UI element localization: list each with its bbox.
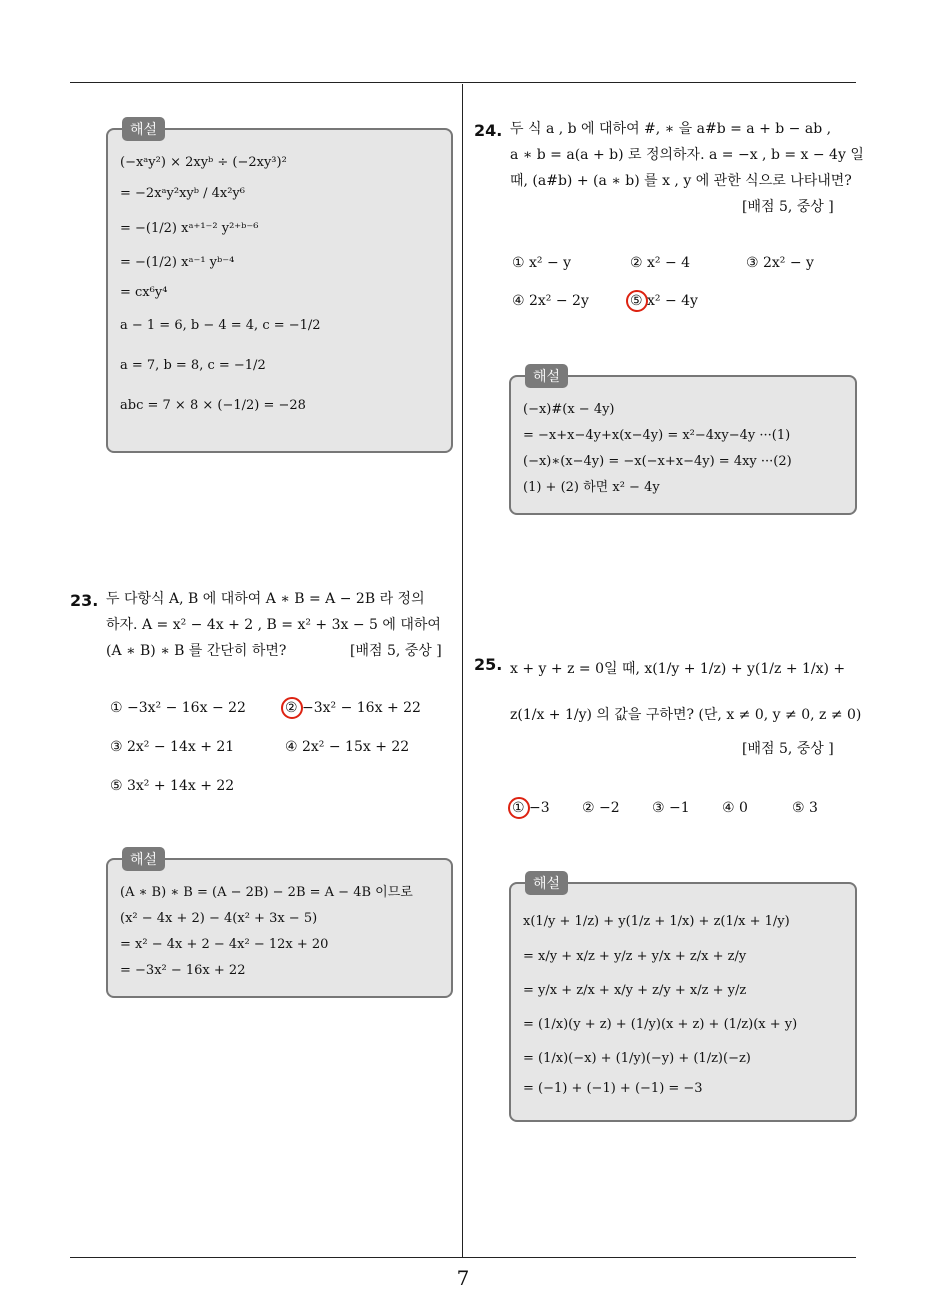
- solution-line: = −(1/2) xᵃ⁺¹⁻² y²⁺ᵇ⁻⁶: [120, 221, 259, 236]
- question-text-line: 때, (a#b) + (a ∗ b) 를 x , y 에 관한 식으로 나타내면?: [510, 173, 852, 189]
- question-number: 23.: [70, 591, 99, 610]
- solution-box-24: [509, 369, 857, 515]
- solution-line: (1) + (2) 하면 x² − 4y: [523, 480, 660, 495]
- choice-1[interactable]: ① −3: [512, 800, 550, 816]
- solution-line: (−xᵃy²) × 2xyᵇ ÷ (−2xy³)²: [120, 155, 287, 170]
- choice-5[interactable]: ⑤ 3x² + 14x + 22: [110, 778, 235, 794]
- solution-line: = (−1) + (−1) + (−1) = −3: [523, 1081, 703, 1096]
- solution-line: = (1/x)(y + z) + (1/y)(x + z) + (1/z)(x + y): [523, 1017, 798, 1032]
- solution-box-25: [509, 876, 857, 1122]
- choice-2[interactable]: ② −3x² − 16x + 22: [285, 700, 421, 716]
- bottom-rule: [70, 1257, 856, 1258]
- solution-line: (A ∗ B) ∗ B = (A − 2B) − 2B = A − 4B 이므로: [120, 885, 413, 900]
- solution-line: = −x+x−4y+x(x−4y) = x²−4xy−4y ···(1): [523, 428, 791, 443]
- choice-4[interactable]: ④ 2x² − 15x + 22: [285, 739, 410, 755]
- solution-tag: 해설: [525, 364, 568, 388]
- solution-24-text: [523, 397, 843, 501]
- solution-line: abc = 7 × 8 × (−1/2) = −28: [120, 398, 306, 413]
- solution-line: = x/y + x/z + y/z + y/x + z/x + z/y: [523, 949, 747, 964]
- question-points: [배점 5, 중상 ]: [350, 643, 442, 659]
- solution-box-22: [106, 122, 453, 453]
- solution-23-text: [120, 880, 439, 984]
- solution-line: a − 1 = 6, b − 4 = 4, c = −1/2: [120, 318, 321, 333]
- page-number: 7: [456, 1266, 470, 1290]
- question-text-line: (A ∗ B) ∗ B 를 간단히 하면?: [106, 643, 287, 659]
- choice-3[interactable]: ③ −1: [652, 800, 690, 816]
- question-25: [474, 654, 862, 764]
- question-text-line: 두 다항식 A, B 에 대하여 A ∗ B = A − 2B 라 정의: [106, 591, 425, 607]
- solution-line: = −2xᵃy²xyᵇ / 4x²y⁶: [120, 186, 245, 201]
- choice-5[interactable]: ⑤ x² − 4y: [630, 293, 698, 309]
- solution-line: = −3x² − 16x + 22: [120, 963, 246, 978]
- choice-5[interactable]: ⑤ 3: [792, 800, 818, 816]
- solution-line: (x² − 4x + 2) − 4(x² + 3x − 5): [120, 911, 318, 926]
- choice-2[interactable]: ② x² − 4: [630, 255, 691, 271]
- choice-1[interactable]: ① −3x² − 16x − 22: [110, 700, 246, 716]
- solution-line: (−x)#(x − 4y): [523, 402, 615, 417]
- question-points: [배점 5, 중상 ]: [742, 741, 834, 757]
- top-rule: [70, 82, 856, 83]
- question-23: [70, 586, 456, 666]
- question-24: [474, 116, 864, 226]
- solution-line: a = 7, b = 8, c = −1/2: [120, 358, 266, 373]
- solution-box-23: [106, 852, 453, 998]
- solution-tag: 해설: [122, 117, 165, 141]
- choice-4[interactable]: ④ 2x² − 2y: [512, 293, 589, 309]
- column-divider: [462, 84, 463, 1258]
- solution-line: = −(1/2) xᵃ⁻¹ yᵇ⁻⁴: [120, 255, 235, 270]
- choice-3[interactable]: ③ 2x² − y: [746, 255, 814, 271]
- solution-22-text: [120, 150, 439, 426]
- question-text-line: a ∗ b = a(a + b) 로 정의하자. a = −x , b = x − 4y 일: [510, 147, 864, 163]
- solution-tag: 해설: [525, 871, 568, 895]
- solution-line: x(1/y + 1/z) + y(1/z + 1/x) + z(1/x + 1/y): [523, 914, 790, 929]
- solution-line: = (1/x)(−x) + (1/y)(−y) + (1/z)(−z): [523, 1051, 751, 1066]
- question-points: [배점 5, 중상 ]: [742, 199, 834, 215]
- solution-line: = y/x + z/x + x/y + z/y + x/z + y/z: [523, 983, 747, 998]
- solution-25-text: [523, 904, 843, 1102]
- choice-3[interactable]: ③ 2x² − 14x + 21: [110, 739, 235, 755]
- solution-line: = cx⁶y⁴: [120, 285, 168, 300]
- question-text-line: z(1/x + 1/y) 의 값을 구하면? (단, x ≠ 0, y ≠ 0, z ≠ 0): [510, 707, 862, 723]
- choice-2[interactable]: ② −2: [582, 800, 620, 816]
- choice-1[interactable]: ① x² − y: [512, 255, 572, 271]
- solution-line: = x² − 4x + 2 − 4x² − 12x + 20: [120, 937, 329, 952]
- question-text-line: 하자. A = x² − 4x + 2 , B = x² + 3x − 5 에 대하여: [106, 617, 441, 633]
- solution-line: (−x)∗(x−4y) = −x(−x+x−4y) = 4xy ···(2): [523, 454, 792, 469]
- question-text-line: x + y + z = 0일 때, x(1/y + 1/z) + y(1/z + 1/x) +: [510, 661, 846, 677]
- question-number: 25.: [474, 655, 503, 674]
- solution-tag: 해설: [122, 847, 165, 871]
- question-text-line: 두 식 a , b 에 대하여 #, ∗ 을 a#b = a + b − ab ,: [510, 121, 832, 137]
- choice-4[interactable]: ④ 0: [722, 800, 748, 816]
- question-number: 24.: [474, 121, 503, 140]
